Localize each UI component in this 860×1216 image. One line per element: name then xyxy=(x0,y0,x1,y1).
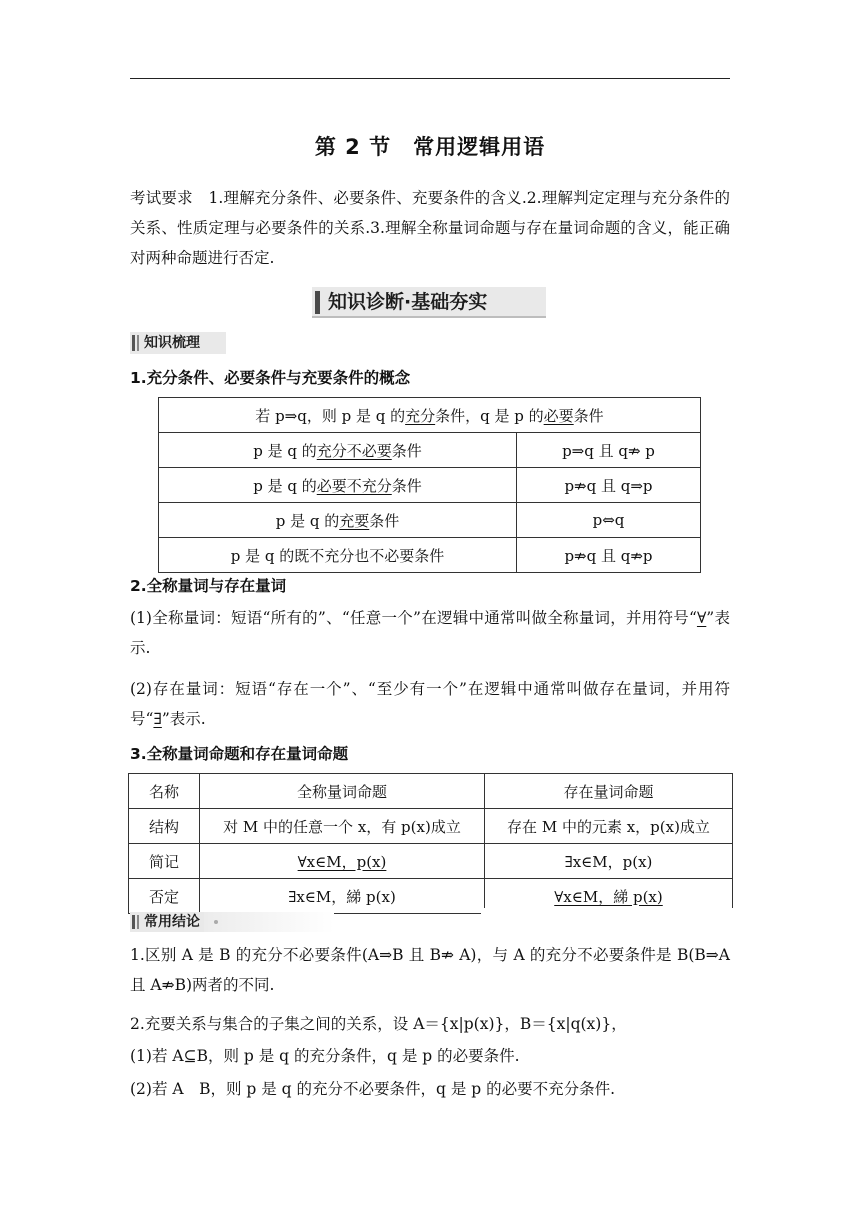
page-title xyxy=(0,131,860,161)
table-row xyxy=(129,774,733,809)
table-row xyxy=(159,538,701,573)
table-cell: ∃x∈M，p(x) xyxy=(485,844,733,879)
table-row xyxy=(159,433,701,468)
conclusion-3: (1)若 A⊆B，则 p 是 q 的充分条件，q 是 p 的必要条件. xyxy=(130,1047,520,1065)
banner-label: 知识诊断·基础夯实 xyxy=(328,291,488,313)
section1-heading: 1.充分条件、必要条件与充要条件的概念 xyxy=(130,369,411,387)
section3-heading: 3.全称量词命题和存在量词命题 xyxy=(130,745,349,763)
paragraph-existential-quantifier: (2)存在量词：短语“存在一个”、“至少有一个”在逻辑中通常叫做存在量词，并用符号“∃”表示. xyxy=(130,680,730,728)
table-cell: 否定 xyxy=(129,879,200,914)
table-cell: p⇔q xyxy=(517,503,701,538)
subhead-conclusions-label: 常用结论 xyxy=(144,914,200,930)
conclusion-4: (2)若 A B，则 p 是 q 的充分不必要条件，q 是 p 的必要不充分条件. xyxy=(130,1080,616,1098)
table-row xyxy=(159,468,701,503)
table-cell: ∃x∈M，綈 p(x) xyxy=(200,879,485,914)
blank-answer: 充分 xyxy=(405,406,436,425)
title-text: 常用逻辑用语 xyxy=(413,135,546,159)
table-cell: 简记 xyxy=(129,844,200,879)
subhead-knowledge xyxy=(130,332,226,354)
title-section-number: 第 2 节 xyxy=(314,135,392,159)
table-header-cell: 名称 xyxy=(129,774,200,809)
table-row xyxy=(129,809,733,844)
blank-answer: 充分不必要 xyxy=(316,441,392,460)
table-cell: p⇏q 且 q⇒p xyxy=(517,468,701,503)
paragraph-universal-quantifier: (1)全称量词：短语“所有的”、“任意一个”在逻辑中通常叫做全称量词，并用符号“∀”表示. xyxy=(130,609,730,657)
blank-answer: 充要 xyxy=(339,511,370,530)
blank-answer: 必要 xyxy=(543,406,574,425)
blank-answer: ∀ xyxy=(696,609,707,627)
bullet-dot xyxy=(214,920,218,924)
banner-bar xyxy=(315,291,320,314)
conditions-table-header: 若 p⇒q，则 p 是 q 的充分条件，q 是 p 的必要条件 xyxy=(159,398,701,433)
conclusion-2: 2.充要关系与集合的子集之间的关系，设 A＝{x|p(x)}，B＝{x|q(x)}， xyxy=(130,1015,627,1033)
section-banner xyxy=(312,287,546,318)
blank-answer: ∀x∈M，綈 p(x) xyxy=(554,887,663,906)
table-cell: p 是 q 的充要条件 xyxy=(159,503,517,538)
table-header-cell: 全称量词命题 xyxy=(200,774,485,809)
section2-heading: 2.全称量词与存在量词 xyxy=(130,577,287,595)
table-cell: 对 M 中的任意一个 x，有 p(x)成立 xyxy=(200,809,485,844)
table-header-cell: 存在量词命题 xyxy=(485,774,733,809)
exam-requirements: 考试要求 1.理解充分条件、必要条件、充要条件的含义.2.理解判定定理与充分条件的关系、性质定理与必要条件的关系.3.理解全称量词命题与存在量词命题的含义，能正确对两种命题进行否定. xyxy=(130,189,730,267)
blank-answer: 必要不充分 xyxy=(316,476,392,495)
blank-answer: ∀x∈M，p(x) xyxy=(297,852,387,871)
table-cell: p 是 q 的必要不充分条件 xyxy=(159,468,517,503)
quantifier-table xyxy=(128,773,733,914)
header-rule xyxy=(130,78,730,79)
subhead-knowledge-label: 知识梳理 xyxy=(144,335,200,351)
table-row xyxy=(129,844,733,879)
table-row xyxy=(159,503,701,538)
subhead-conclusions xyxy=(130,912,204,932)
blank-answer: ∃ xyxy=(153,710,162,728)
table-cell: 存在 M 中的元素 x，p(x)成立 xyxy=(485,809,733,844)
table-cell: p 是 q 的既不充分也不必要条件 xyxy=(159,538,517,573)
table-row xyxy=(159,398,701,433)
table-cell: p⇒q 且 q⇏ p xyxy=(517,433,701,468)
table-cell xyxy=(200,844,485,879)
conclusion-1: 1.区别 A 是 B 的充分不必要条件(A⇒B 且 B⇏ A)，与 A 的充分不必要条件是 B(B⇒A 且 A⇏B)两者的不同. xyxy=(130,946,730,994)
table-cell: p 是 q 的充分不必要条件 xyxy=(159,433,517,468)
table-cell: p⇏q 且 q⇏p xyxy=(517,538,701,573)
conditions-table xyxy=(158,397,701,573)
table-cell: 结构 xyxy=(129,809,200,844)
